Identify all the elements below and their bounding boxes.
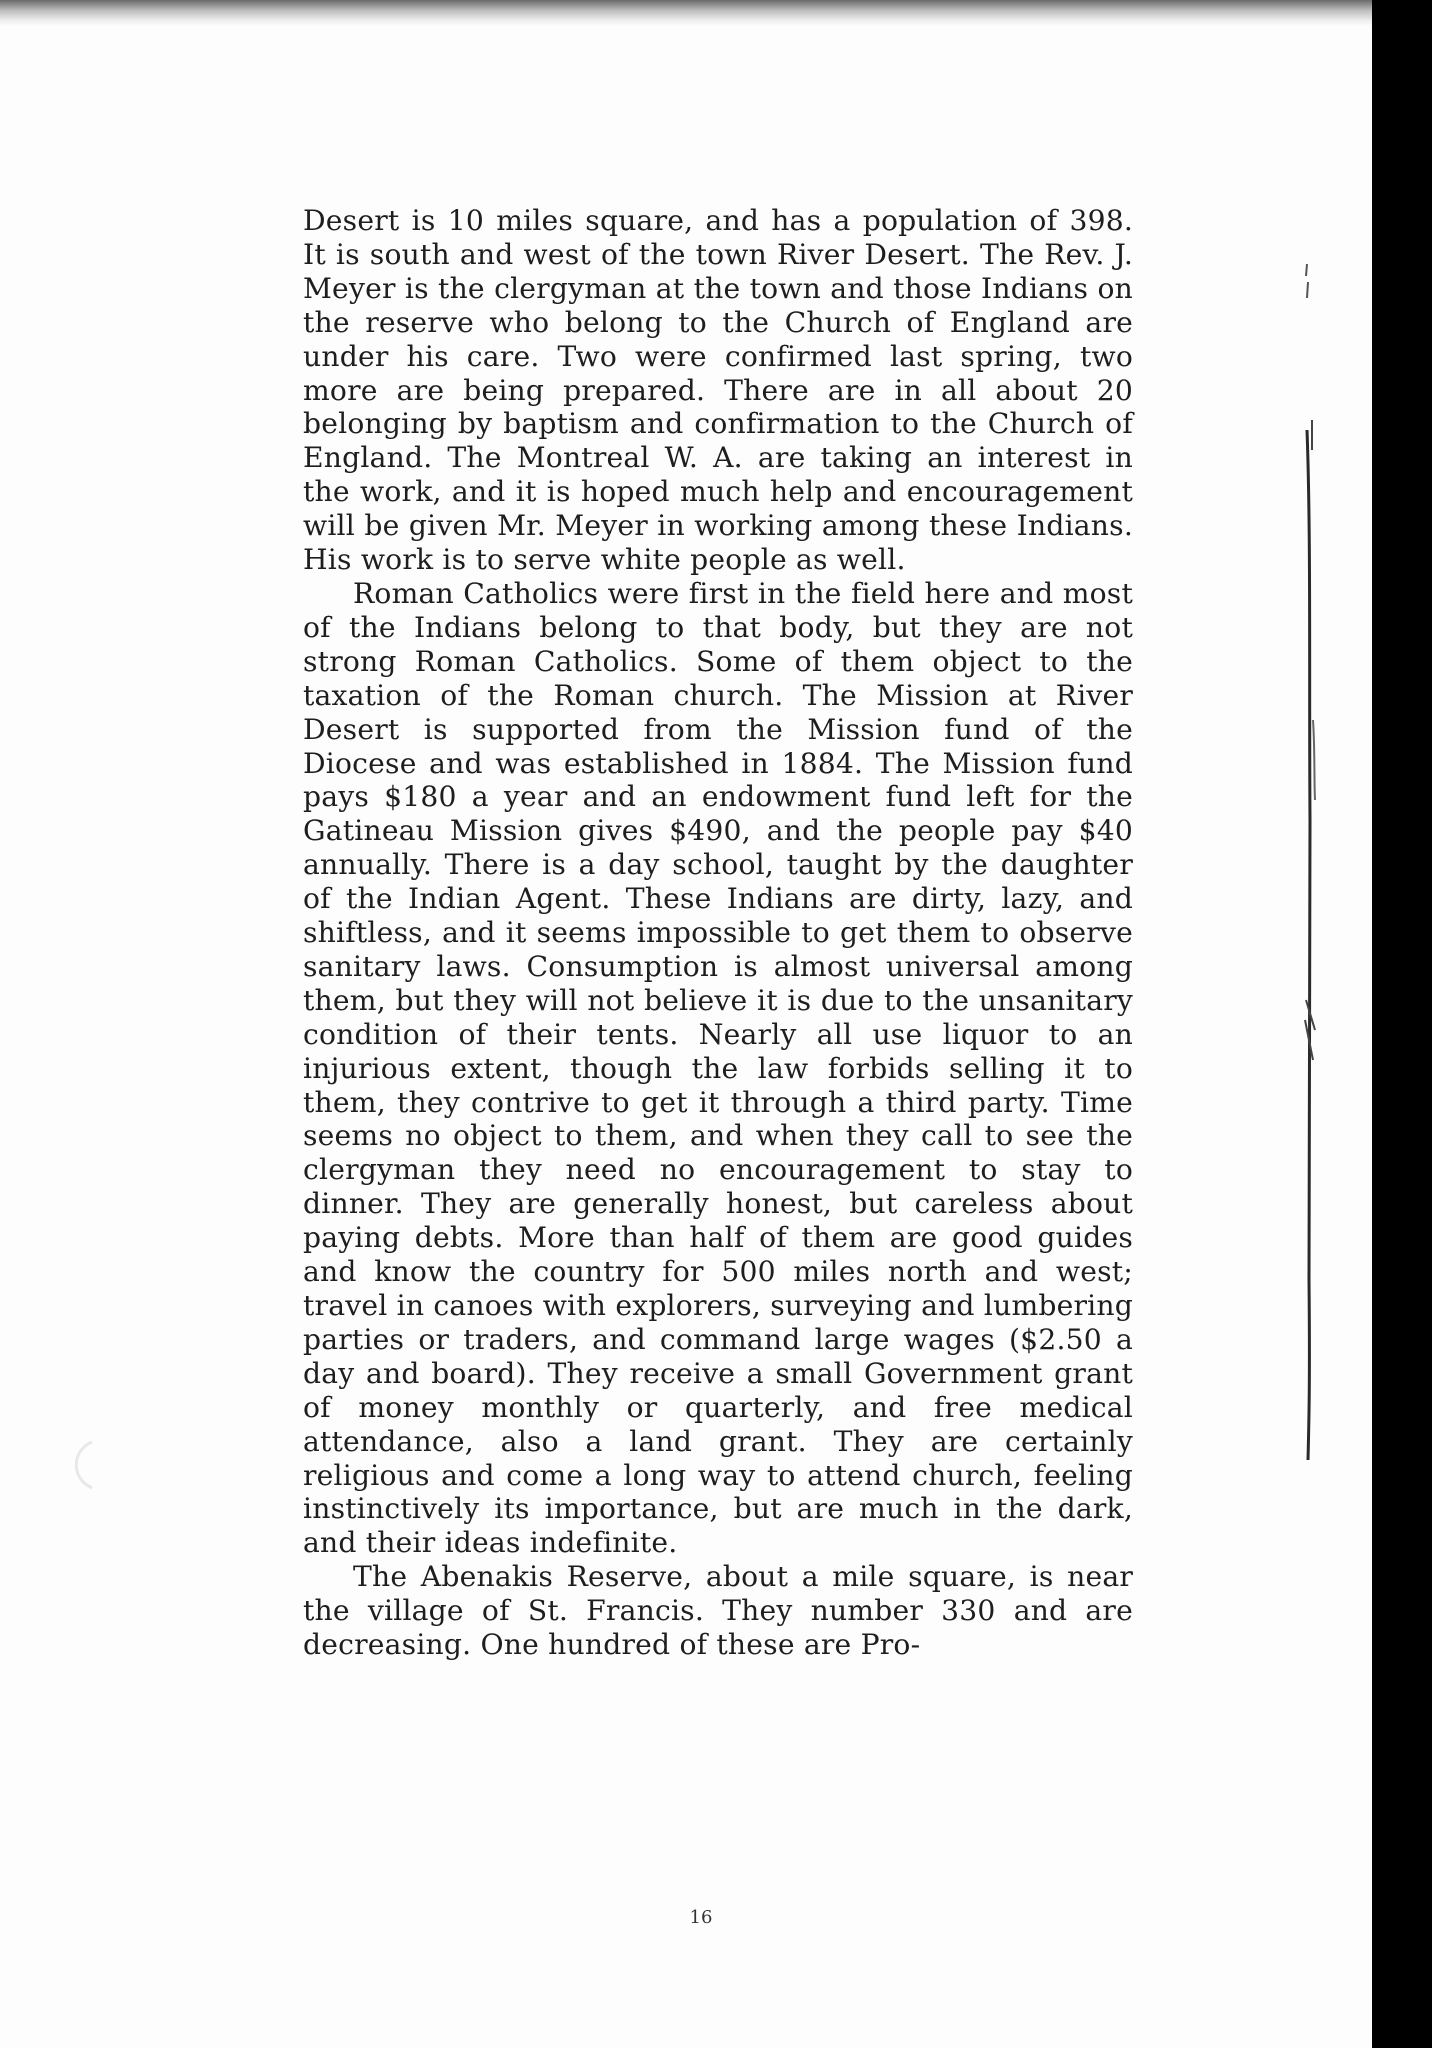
scan-right-border bbox=[1372, 0, 1402, 2048]
scan-top-shadow bbox=[0, 0, 1402, 26]
binding-thread-icon bbox=[1303, 420, 1317, 1470]
paragraph-2: Roman Catholics were first in the field here and most of the Indians belong to that body, but they are not strong Roman Catholics. Some of them object to the taxation of the Roman church. The Mission at River Desert is supported from the Mission fund of the Diocese and was established in 1884. The Mission fund pays $180 a year and an endowment fund left for the Gatineau Mission gives $490, and the people pay $40 annually. There is a day school, taught by the daughter of the Indian Agent. These Indians are dirty, lazy, and shiftless, and it seems impossible to get them to observe sanitary laws. Consumption is almost universal among them, but they will not believe it is due to the unsanitary condition of their tents. Nearly all use liquor to an injurious extent, though the law forbids selling it to them, they contrive to get it through a third party. Time seems no object to them, and when they call to see the clergyman they need no encouragement to stay to dinner. They are generally honest, but careless about paying debts. More than half of them are good guides and know the country for 500 miles north and west; travel in canoes with explorers, surveying and lumbering parties or traders, and command large wages ($2.50 a day and board). They receive a small Government grant of money monthly or quarterly, and free medical attendance, also a land grant. They are certainly religious and come a long way to attend church, feeling instinctively its importance, but are much in the dark, and their ideas indefinite. bbox=[303, 576, 1133, 1560]
paragraph-3: The Abenakis Reserve, about a mile square, is near the village of St. Francis. They number 330 and are decreasing. One hundred of these are Pro- bbox=[303, 1560, 1133, 1662]
binding-mark-icon bbox=[1303, 262, 1311, 302]
page-number: 16 bbox=[689, 1907, 713, 1928]
body-text bbox=[303, 204, 1133, 1662]
paragraph-1: Desert is 10 miles square, and has a population of 398. It is south and west of the town River Desert. The Rev. J. Meyer is the clergyman at the town and those Indians on the reserve who belong to the Church of England are under his care. Two were confirmed last spring, two more are being prepared. There are in all about 20 belonging by baptism and confirmation to the Church of England. The Montreal W. A. are taking an interest in the work, and it is hoped much help and encouragement will be given Mr. Meyer in working among these Indians. His work is to serve white people as well. bbox=[303, 204, 1133, 577]
scan-artifact-icon bbox=[66, 1440, 96, 1490]
